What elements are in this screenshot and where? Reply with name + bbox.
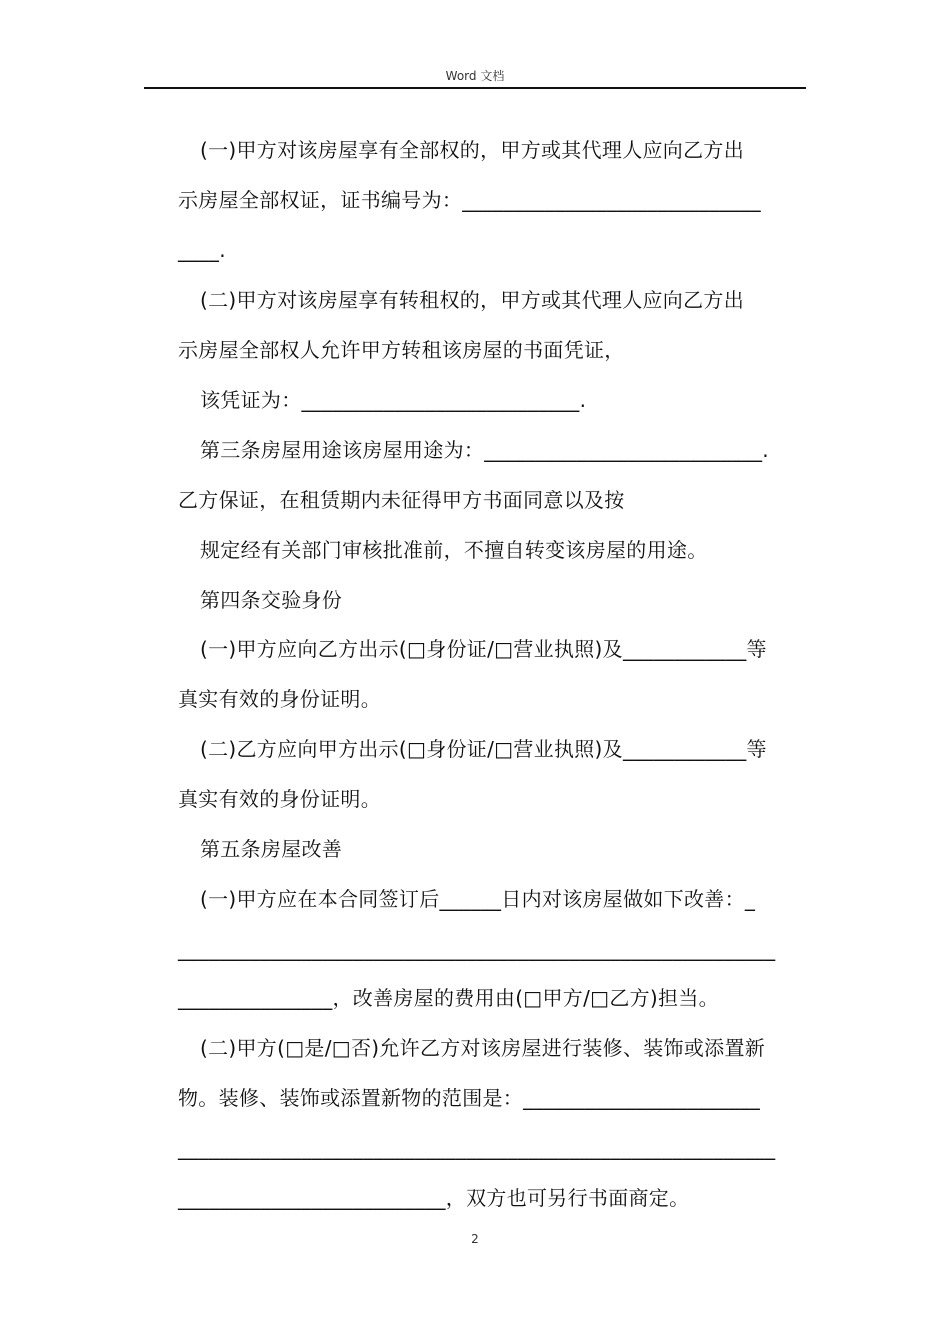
paragraph-line: (一)甲方应在本合同签订后______日内对该房屋做如下改善：_: [200, 887, 756, 911]
paragraph-line: 乙方保证，在租赁期内未征得甲方书面同意以及按: [178, 488, 625, 512]
paragraph-line: ____.: [178, 238, 226, 262]
paragraph-line: 物。装修、装饰或添置新物的范围是：_______________________: [178, 1086, 760, 1110]
paragraph-line: 该凭证为：___________________________.: [200, 388, 587, 412]
section-heading: 第五条房屋改善: [200, 837, 343, 861]
paragraph-line: (二)乙方应向甲方出示(□身份证/□营业执照)及____________等: [200, 737, 767, 761]
section-heading: 第四条交验身份: [200, 588, 343, 612]
paragraph-line: 真实有效的身份证明。: [178, 687, 381, 711]
paragraph-line: (一)甲方应向乙方出示(□身份证/□营业执照)及____________等: [200, 637, 767, 661]
paragraph-line: 第三条房屋用途该房屋用途为：___________________________.: [200, 438, 769, 462]
paragraph-line: (一)甲方对该房屋享有全部权的，甲方或其代理人应向乙方出: [200, 138, 745, 162]
header-title: Word 文档: [445, 69, 505, 83]
paragraph-line: (二)甲方对该房屋享有转租权的，甲方或其代理人应向乙方出: [200, 288, 745, 312]
paragraph-line: _______________，改善房屋的费用由(□甲方/□乙方)担当。: [178, 986, 719, 1010]
page-number: 2: [471, 1232, 479, 1246]
paragraph-line: __________________________________________________________: [178, 1136, 776, 1160]
paragraph-line: 真实有效的身份证明。: [178, 787, 381, 811]
paragraph-line: __________________________，双方也可另行书面商定。: [178, 1186, 690, 1210]
paragraph-line: 规定经有关部门审核批准前，不擅自转变该房屋的用途。: [200, 538, 708, 562]
header-divider: [144, 87, 806, 89]
paragraph-line: 示房屋全部权人允许甲方转租该房屋的书面凭证，: [178, 338, 625, 362]
paragraph-line: (二)甲方(□是/□否)允许乙方对该房屋进行装修、装饰或添置新: [200, 1036, 766, 1060]
paragraph-line: __________________________________________________________: [178, 937, 776, 961]
paragraph-line: 示房屋全部权证，证书编号为：_____________________________: [178, 188, 761, 212]
